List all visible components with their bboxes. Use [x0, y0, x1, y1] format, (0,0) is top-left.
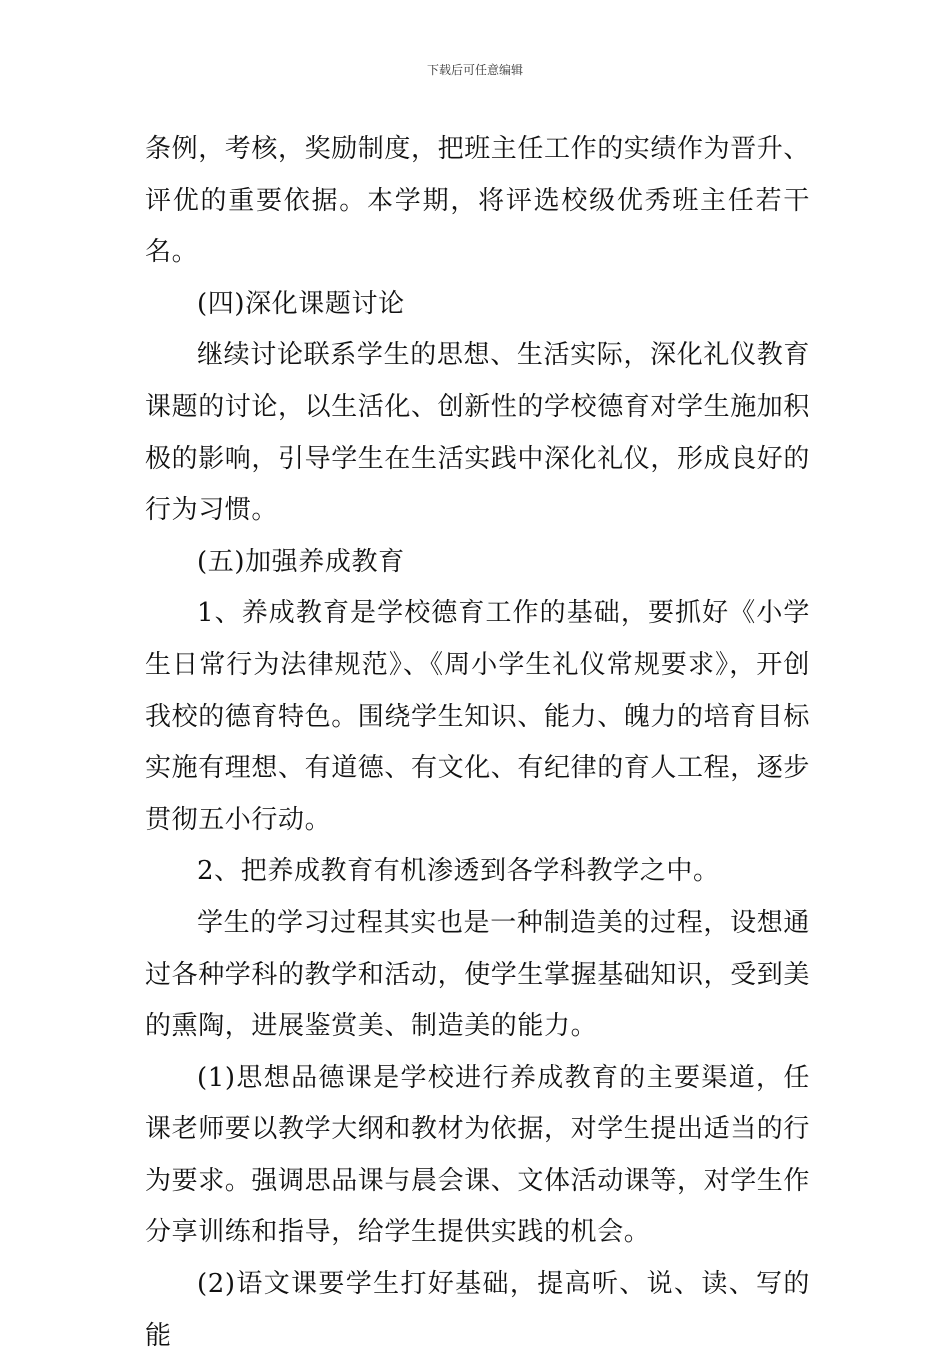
- page-header: 下载后可任意编辑: [426, 63, 523, 77]
- paragraph-learning-process: 学生的学习过程其实也是一种制造美的过程，设想通过各种学科的教学和活动，使学生掌握基础知识，受到美的熏陶，进展鉴赏美、制造美的能力。: [145, 907, 811, 1042]
- section-heading-4: (四)深化课题讨论: [197, 288, 405, 319]
- paragraph-etiquette-research: 继续讨论联系学生的思想、生活实际，深化礼仪教育课题的讨论，以生活化、创新性的学校德育对学生施加积极的影响，引导学生在生活实践中深化礼仪，形成良好的行为习惯。: [145, 340, 811, 526]
- paragraph-continuation: 条例，考核，奖励制度，把班主任工作的实绩作为晋升、评优的重要依据。本学期，将评选校级优秀班主任若干名。: [145, 134, 811, 268]
- paragraph-subitem-2: (2)语文课要学生打好基础，提高听、说、读、写的能: [145, 1269, 810, 1351]
- document-body: [145, 124, 810, 1362]
- paragraph-subitem-1: (1)思想品德课是学校进行养成教育的主要渠道，任课老师要以教学大纲和教材为依据，对学生提出适当的行为要求。强调思品课与晨会课、文体活动课等，对学生作分享训练和指导，给学生提供实践的机会。: [145, 1062, 811, 1248]
- section-heading-5: (五)加强养成教育: [197, 546, 405, 577]
- paragraph-item-2: 2、把养成教育有机渗透到各学科教学之中。: [197, 856, 720, 887]
- paragraph-item-1: 1、养成教育是学校德育工作的基础，要抓好《小学生日常行为法律规范》、《周小学生礼仪常规要求》，开创我校的德育特色。围绕学生知识、能力、魄力的培育目标实施有理想、有道德、有文化、有纪律的育人工程，逐步贯彻五小行动。: [145, 598, 811, 835]
